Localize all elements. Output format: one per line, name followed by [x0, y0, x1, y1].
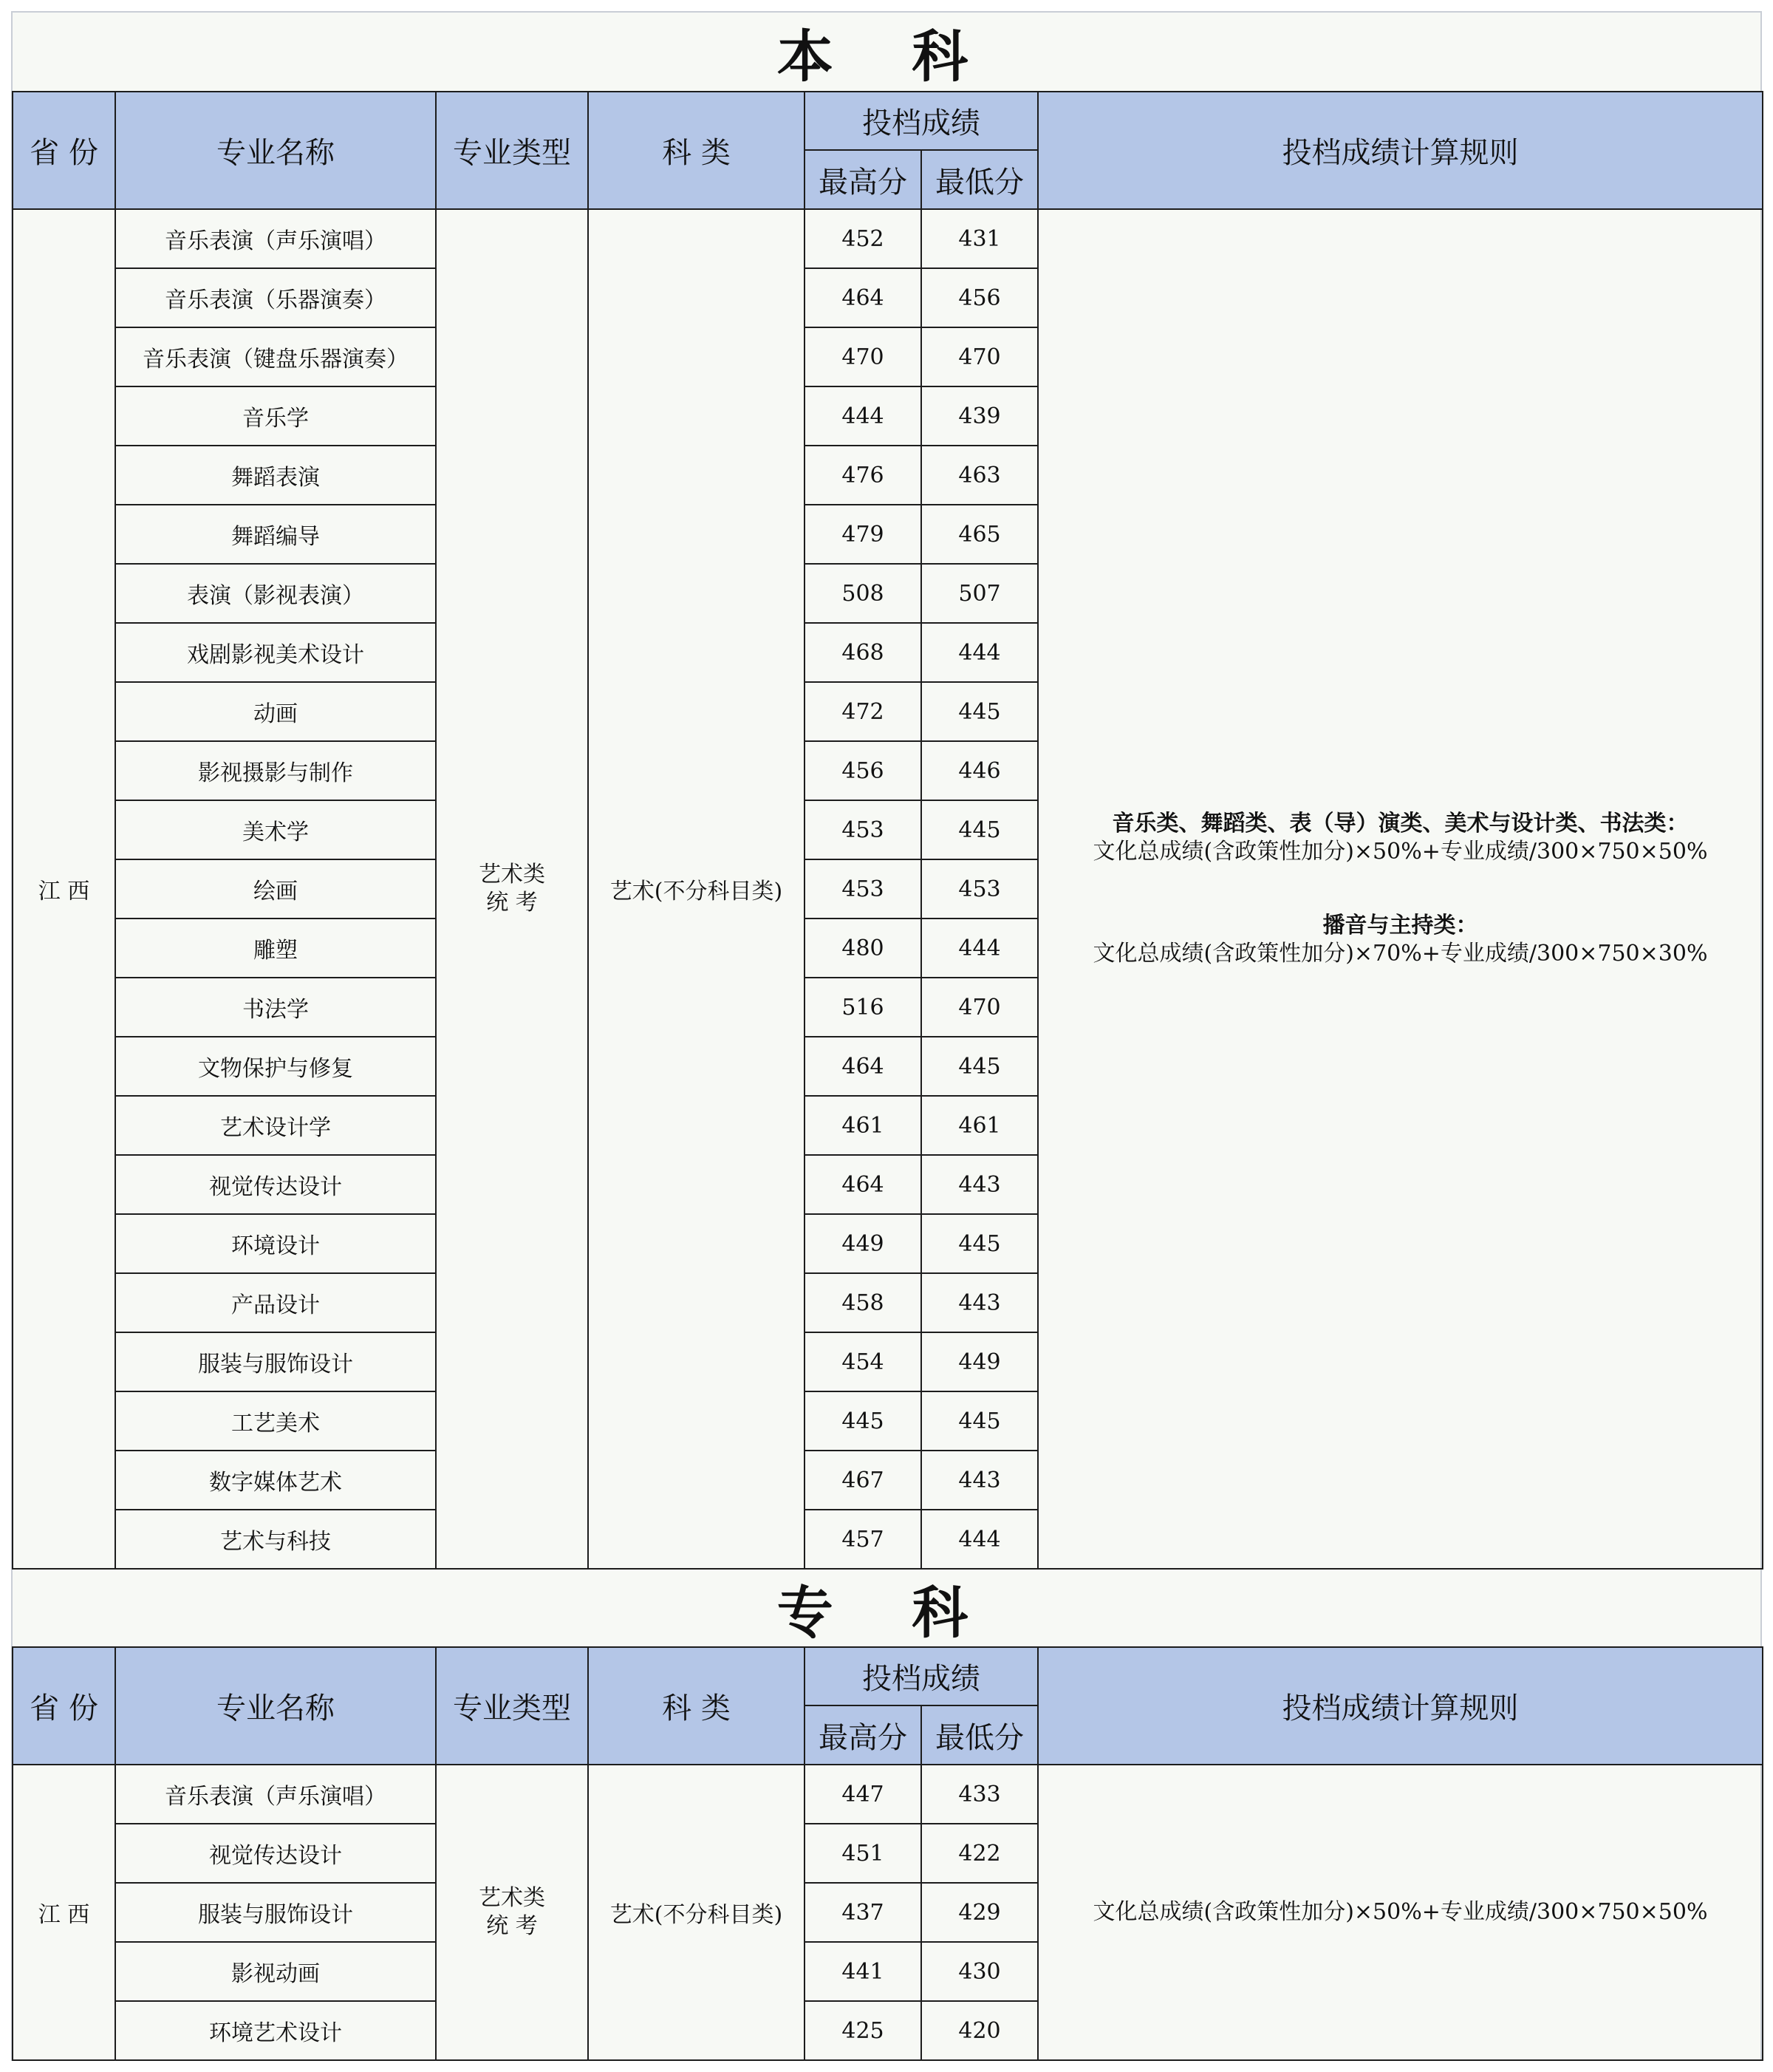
table-row	[13, 209, 1763, 268]
undergraduate-score-table	[12, 91, 1763, 1570]
table-row	[13, 1765, 1763, 1824]
major-cell: 音乐表演（声乐演唱）	[115, 209, 436, 268]
header-min-score: 最低分	[921, 1705, 1038, 1765]
max-score-cell: 441	[804, 1942, 921, 2001]
junior-college-score-table	[12, 1646, 1763, 2061]
min-score-cell: 470	[921, 978, 1038, 1037]
major-cell: 音乐表演（键盘乐器演奏）	[115, 327, 436, 386]
max-score-cell: 458	[804, 1273, 921, 1332]
header-max-score: 最高分	[804, 150, 921, 209]
rule-cell	[1038, 1765, 1763, 2060]
min-score-cell: 430	[921, 1942, 1038, 2001]
header-subject: 科 类	[588, 92, 804, 209]
max-score-cell: 453	[804, 800, 921, 859]
max-score-cell: 425	[804, 2001, 921, 2060]
min-score-cell: 449	[921, 1332, 1038, 1391]
major-cell: 戏剧影视美术设计	[115, 623, 436, 682]
major-type-line1: 艺术类	[479, 862, 545, 887]
rule-formula-broadcasting: 文化总成绩(含政策性加分)×70%+专业成绩/300×750×30%	[1093, 941, 1708, 967]
major-cell: 服装与服饰设计	[115, 1883, 436, 1942]
major-cell: 视觉传达设计	[115, 1155, 436, 1214]
min-score-cell: 433	[921, 1765, 1038, 1824]
major-cell: 舞蹈表演	[115, 446, 436, 505]
major-cell: 雕塑	[115, 919, 436, 978]
max-score-cell: 437	[804, 1883, 921, 1942]
header-major-type: 专业类型	[436, 1647, 588, 1765]
min-score-cell: 445	[921, 1037, 1038, 1096]
min-score-cell: 422	[921, 1824, 1038, 1883]
admission-scores-page	[11, 11, 1762, 2061]
max-score-cell: 480	[804, 919, 921, 978]
major-cell: 数字媒体艺术	[115, 1451, 436, 1510]
rule-title-art-design: 音乐类、舞蹈类、表（导）演类、美术与设计类、书法类：	[1112, 811, 1689, 836]
rule-formula-art-design: 文化总成绩(含政策性加分)×50%+专业成绩/300×750×50%	[1093, 839, 1708, 865]
min-score-cell: 429	[921, 1883, 1038, 1942]
max-score-cell: 508	[804, 564, 921, 623]
major-type-cell	[436, 209, 588, 1569]
max-score-cell: 445	[804, 1391, 921, 1451]
header-rule: 投档成绩计算规则	[1038, 92, 1763, 209]
max-score-cell: 464	[804, 1155, 921, 1214]
province-cell: 江 西	[13, 209, 115, 1569]
min-score-cell: 456	[921, 268, 1038, 327]
major-cell: 影视动画	[115, 1942, 436, 2001]
major-cell: 视觉传达设计	[115, 1824, 436, 1883]
max-score-cell: 516	[804, 978, 921, 1037]
min-score-cell: 463	[921, 446, 1038, 505]
major-cell: 产品设计	[115, 1273, 436, 1332]
section-title-junior-college: 专 科	[776, 1579, 998, 1646]
min-score-cell: 431	[921, 209, 1038, 268]
header-major: 专业名称	[115, 1647, 436, 1765]
min-score-cell: 420	[921, 2001, 1038, 2060]
min-score-cell: 443	[921, 1451, 1038, 1510]
max-score-cell: 479	[804, 505, 921, 564]
max-score-cell: 447	[804, 1765, 921, 1824]
subject-cell: 艺术(不分科目类)	[588, 1765, 804, 2060]
max-score-cell: 444	[804, 386, 921, 446]
max-score-cell: 456	[804, 741, 921, 800]
province-cell: 江 西	[13, 1765, 115, 2060]
header-subject: 科 类	[588, 1647, 804, 1765]
major-cell: 环境设计	[115, 1214, 436, 1273]
major-type-cell	[436, 1765, 588, 2060]
min-score-cell: 470	[921, 327, 1038, 386]
rule-cell	[1038, 209, 1763, 1569]
header-score-group: 投档成绩	[804, 92, 1038, 150]
min-score-cell: 465	[921, 505, 1038, 564]
min-score-cell: 444	[921, 623, 1038, 682]
min-score-cell: 439	[921, 386, 1038, 446]
major-cell: 影视摄影与制作	[115, 741, 436, 800]
major-cell: 书法学	[115, 978, 436, 1037]
subject-cell: 艺术(不分科目类)	[588, 209, 804, 1569]
major-type-line1: 艺术类	[479, 1885, 545, 1911]
major-cell: 工艺美术	[115, 1391, 436, 1451]
major-cell: 音乐表演（声乐演唱）	[115, 1765, 436, 1824]
max-score-cell: 452	[804, 209, 921, 268]
max-score-cell: 454	[804, 1332, 921, 1391]
major-cell: 文物保护与修复	[115, 1037, 436, 1096]
min-score-cell: 445	[921, 682, 1038, 741]
major-cell: 动画	[115, 682, 436, 741]
major-cell: 音乐学	[115, 386, 436, 446]
max-score-cell: 451	[804, 1824, 921, 1883]
max-score-cell: 476	[804, 446, 921, 505]
major-cell: 音乐表演（乐器演奏）	[115, 268, 436, 327]
header-rule: 投档成绩计算规则	[1038, 1647, 1763, 1765]
min-score-cell: 446	[921, 741, 1038, 800]
header-score-group: 投档成绩	[804, 1647, 1038, 1705]
min-score-cell: 453	[921, 859, 1038, 919]
min-score-cell: 443	[921, 1155, 1038, 1214]
major-cell: 环境艺术设计	[115, 2001, 436, 2060]
header-province: 省 份	[13, 1647, 115, 1765]
max-score-cell: 468	[804, 623, 921, 682]
min-score-cell: 444	[921, 919, 1038, 978]
major-cell: 舞蹈编导	[115, 505, 436, 564]
min-score-cell: 445	[921, 800, 1038, 859]
max-score-cell: 472	[804, 682, 921, 741]
header-major-type: 专业类型	[436, 92, 588, 209]
max-score-cell: 470	[804, 327, 921, 386]
rule-title-broadcasting: 播音与主持类：	[1322, 913, 1478, 938]
major-type-line2: 统 考	[486, 1913, 538, 1939]
header-province: 省 份	[13, 92, 115, 209]
min-score-cell: 445	[921, 1391, 1038, 1451]
min-score-cell: 461	[921, 1096, 1038, 1155]
major-cell: 美术学	[115, 800, 436, 859]
min-score-cell: 444	[921, 1510, 1038, 1569]
max-score-cell: 464	[804, 268, 921, 327]
major-cell: 表演（影视表演）	[115, 564, 436, 623]
major-type-line2: 统 考	[486, 890, 538, 916]
max-score-cell: 461	[804, 1096, 921, 1155]
max-score-cell: 464	[804, 1037, 921, 1096]
max-score-cell: 457	[804, 1510, 921, 1569]
header-min-score: 最低分	[921, 150, 1038, 209]
min-score-cell: 507	[921, 564, 1038, 623]
major-cell: 服装与服饰设计	[115, 1332, 436, 1391]
header-major: 专业名称	[115, 92, 436, 209]
max-score-cell: 453	[804, 859, 921, 919]
min-score-cell: 443	[921, 1273, 1038, 1332]
max-score-cell: 467	[804, 1451, 921, 1510]
major-cell: 艺术与科技	[115, 1510, 436, 1569]
section-title-undergraduate: 本 科	[776, 23, 998, 89]
min-score-cell: 445	[921, 1214, 1038, 1273]
rule-formula: 文化总成绩(含政策性加分)×50%+专业成绩/300×750×50%	[1093, 1899, 1708, 1925]
max-score-cell: 449	[804, 1214, 921, 1273]
header-max-score: 最高分	[804, 1705, 921, 1765]
major-cell: 艺术设计学	[115, 1096, 436, 1155]
major-cell: 绘画	[115, 859, 436, 919]
